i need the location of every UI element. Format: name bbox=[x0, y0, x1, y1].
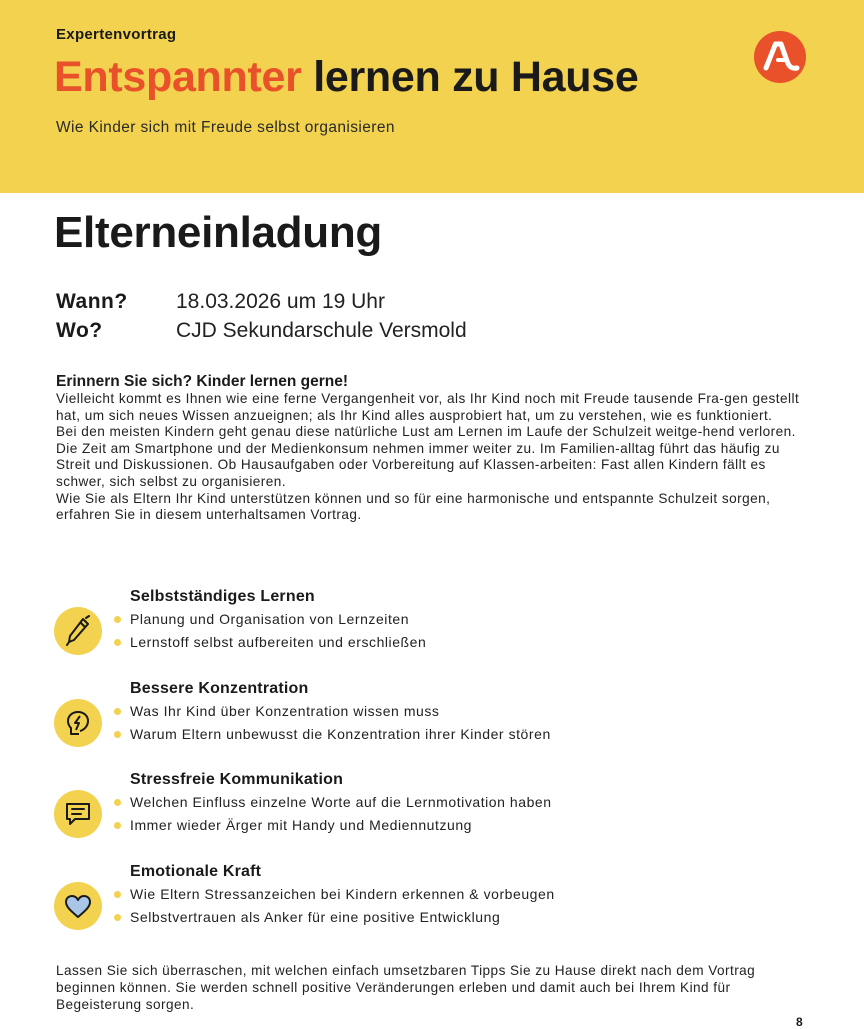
list-item: Wie Eltern Stressanzeichen bei Kindern erkennen & vorbeugen bbox=[114, 885, 555, 908]
topic-list bbox=[114, 793, 552, 839]
title-accent: Entspannter bbox=[54, 53, 302, 101]
where-row bbox=[56, 316, 467, 345]
list-item: Welchen Einfluss einzelne Worte auf die Lernmotivation haben bbox=[114, 793, 552, 816]
intro-block bbox=[56, 372, 816, 524]
logo-icon bbox=[754, 31, 806, 83]
list-item: Lernstoff selbst aufbereiten und erschließen bbox=[114, 633, 426, 656]
intro-heading: Erinnern Sie sich? Kinder lernen gerne! bbox=[56, 373, 348, 390]
list-item: Warum Eltern unbewusst die Konzentration ihrer Kinder stören bbox=[114, 725, 551, 748]
speech-bubble-icon bbox=[54, 790, 102, 838]
intro-paragraph: Bei den meisten Kindern geht genau diese natürliche Lust am Lernen im Laufe der Schulzeit weitge-hend verloren. Die Zeit am Smartphone und der Medienkonsum nehmen immer weiter zu. Im Familien-alltag führt das häufig zu Streit und Diskussionen. Ob Hausaufgaben oder Vorbereitung auf Klassen-arbeiten: Fast allen Kindern fällt es schwer, sich selbst zu organisieren. bbox=[56, 424, 796, 489]
topic-title: Selbstständiges Lernen bbox=[130, 588, 315, 605]
topic-list bbox=[114, 610, 426, 656]
section-heading: Elterneinladung bbox=[54, 208, 382, 257]
page-title bbox=[54, 53, 638, 102]
when-row bbox=[56, 287, 467, 316]
list-item: Planung und Organisation von Lernzeiten bbox=[114, 610, 426, 633]
intro-paragraph: Wie Sie als Eltern Ihr Kind unterstützen können und so für eine harmonische und entspannte Schulzeit sorgen, erfahren Sie in diesem unterhaltsamen Vortrag. bbox=[56, 490, 771, 523]
topic-title: Bessere Konzentration bbox=[130, 680, 309, 697]
page-number: 8 bbox=[796, 1015, 803, 1029]
header-banner bbox=[0, 0, 864, 193]
when-value: 18.03.2026 um 19 Uhr bbox=[176, 290, 385, 313]
list-item: Selbstvertrauen als Anker für eine positive Entwicklung bbox=[114, 908, 555, 931]
topic-title: Stressfreie Kommunikation bbox=[130, 771, 344, 788]
topic-title: Emotionale Kraft bbox=[130, 863, 262, 880]
list-item: Was Ihr Kind über Konzentration wissen muss bbox=[114, 702, 551, 725]
topic-list bbox=[114, 702, 551, 748]
heart-icon bbox=[54, 882, 102, 930]
list-item: Immer wieder Ärger mit Handy und Mediennutzung bbox=[114, 816, 552, 839]
title-rest: lernen zu Hause bbox=[301, 53, 639, 101]
closing-paragraph: Lassen Sie sich überraschen, mit welchen einfach umsetzbaren Tipps Sie zu Hause direkt nach dem Vortrag beginnen können. Sie werden schnell positive Veränderungen erleben und damit auch bei Ihrem Kind für Begeisterung sorgen. bbox=[56, 963, 756, 1012]
brain-bolt-icon bbox=[54, 699, 102, 747]
subtitle: Wie Kinder sich mit Freude selbst organisieren bbox=[56, 119, 395, 136]
when-label: Wann? bbox=[56, 290, 128, 313]
event-info bbox=[56, 287, 467, 345]
pen-icon bbox=[54, 607, 102, 655]
topic-list bbox=[114, 885, 555, 931]
eyebrow-label: Expertenvortrag bbox=[56, 26, 177, 43]
intro-paragraph: Vielleicht kommt es Ihnen wie eine ferne Vergangenheit vor, als Ihr Kind noch mit Freude tausende Fra-gen gestellt hat, um sich neues Wissen anzueignen; als Ihr Kind alles ausprobiert hat, um zu verstehen, wie es funktioniert. bbox=[56, 391, 800, 423]
where-value: CJD Sekundarschule Versmold bbox=[176, 319, 467, 342]
where-label: Wo? bbox=[56, 319, 103, 342]
